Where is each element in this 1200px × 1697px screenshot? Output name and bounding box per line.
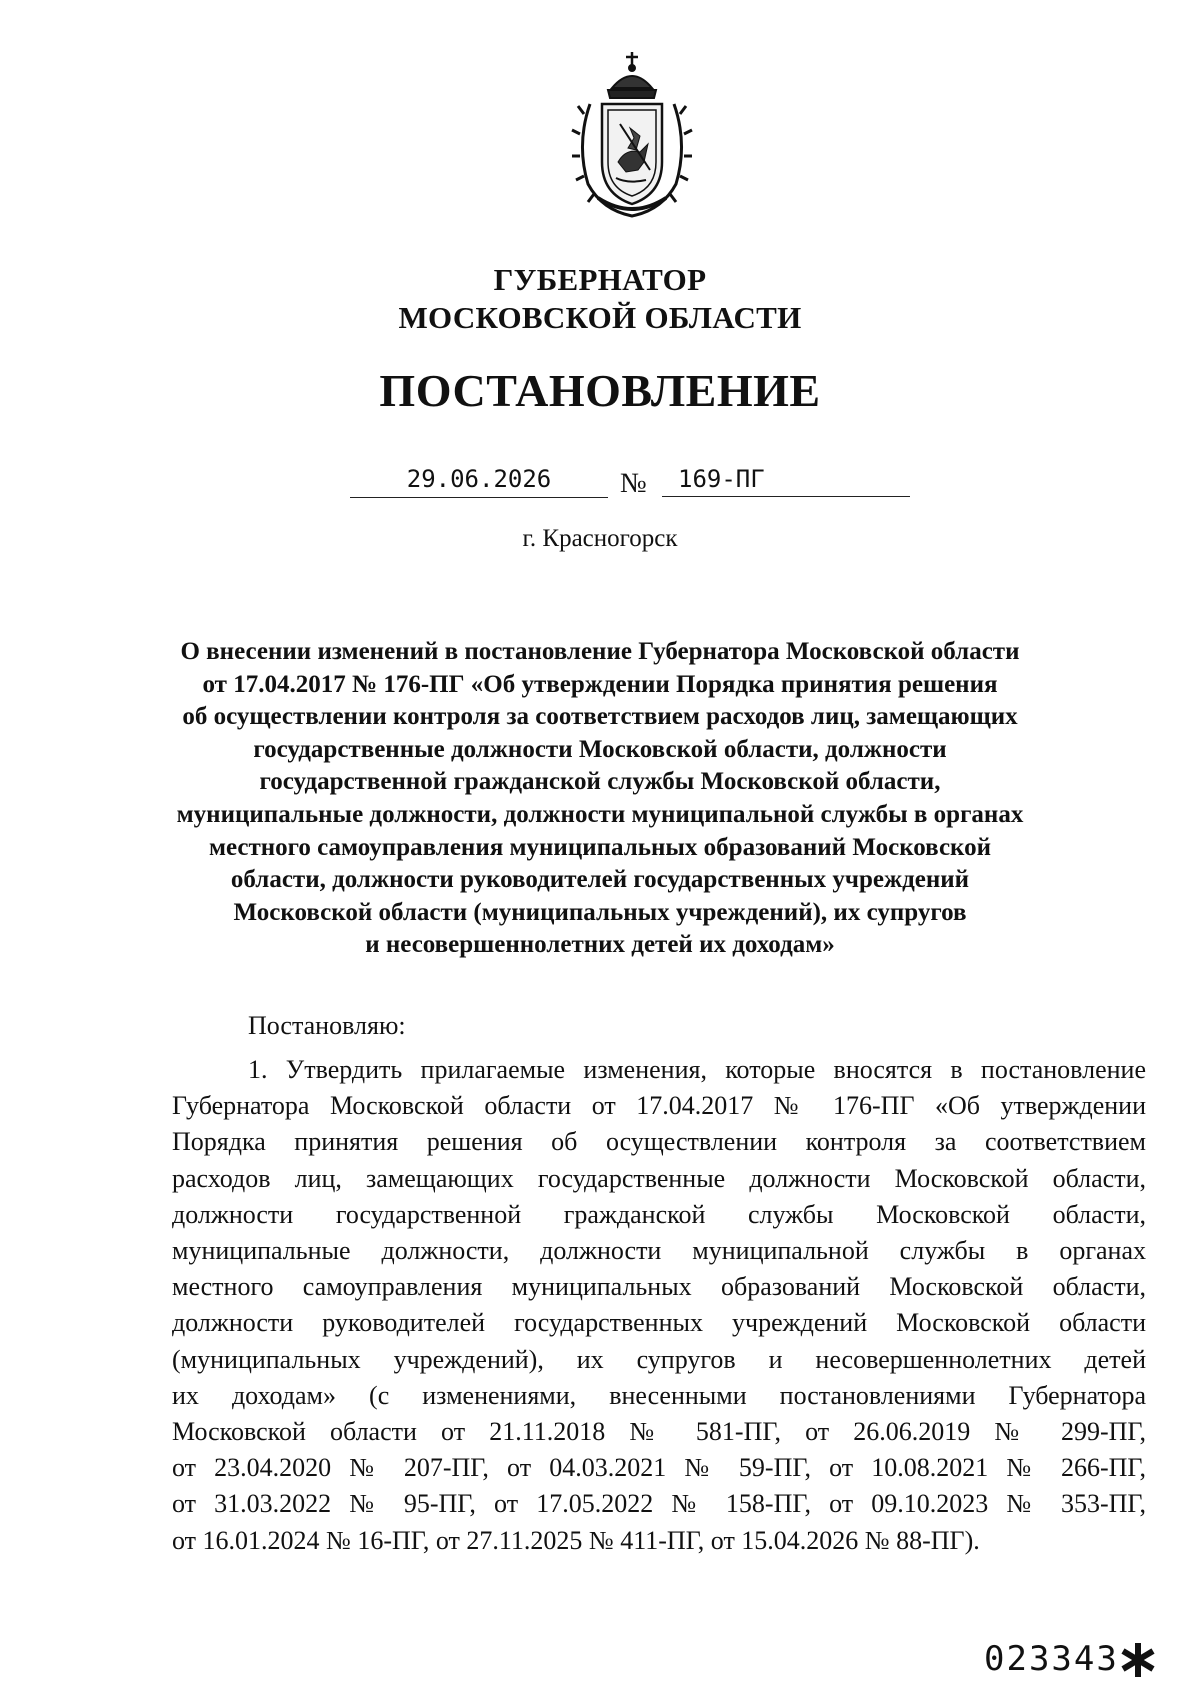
issuer-region: МОСКОВСКОЙ ОБЛАСТИ (398, 300, 802, 335)
paragraph-line: должности руководителей государственных учреждений Московской области (172, 1308, 1146, 1338)
document-date: 29.06.2026 (350, 461, 608, 498)
paragraph-line: Порядка принятия решения об осуществлении контроля за соответствием (172, 1127, 1146, 1157)
title-line: муниципальные должности, должности муниципальной службы в органах (176, 800, 1024, 828)
title-line: Московской области (муниципальных учреждений), их супругов (233, 898, 967, 926)
form-serial-number: 023343 (984, 1639, 1119, 1679)
paragraph-line: расходов лиц, замещающих государственные должности Московской области, (172, 1163, 1146, 1193)
title-line: О внесении изменений в постановление Губернатора Московской области (180, 638, 1020, 665)
resolution-lead: Постановляю: (248, 1011, 406, 1040)
paragraph-line: должности государственной гражданской службы Московской области, (172, 1199, 1146, 1229)
paragraph-line: их доходам» (с изменениями, внесенными постановлениями Губернатора (172, 1380, 1146, 1410)
asterisk-icon (1118, 1640, 1158, 1680)
paragraph-line: местного самоуправления муниципальных образований Московской области, (172, 1272, 1146, 1302)
issuer-title: ГУБЕРНАТОР (493, 262, 707, 297)
moscow-oblast-coat-of-arms-icon (568, 44, 696, 220)
paragraph-line: 1. Утвердить прилагаемые изменения, которые вносятся в постановление (248, 1055, 1146, 1084)
document-number: 169-ПГ (662, 461, 910, 497)
title-line: и несовершеннолетних детей их доходам» (365, 931, 835, 959)
issue-city: г. Красногорск (522, 525, 678, 552)
title-line: об осуществлении контроля за соответствием расходов лиц, замещающих (182, 703, 1018, 731)
title-line: от 17.04.2017 № 176-ПГ «Об утверждении Порядка принятия решения (202, 670, 998, 698)
document-type-heading: ПОСТАНОВЛЕНИЕ (379, 365, 821, 416)
paragraph-line: Московской области от 21.11.2018 № 581-ПГ, от 26.06.2019 № 299-ПГ, (172, 1417, 1146, 1447)
paragraph-line: от 16.01.2024 № 16-ПГ, от 27.11.2025 № 411-ПГ, от 15.04.2026 № 88-ПГ). (172, 1525, 980, 1555)
number-sign: № (620, 468, 647, 499)
paragraph-line: от 31.03.2022 № 95-ПГ, от 17.05.2022 № 158-ПГ, от 09.10.2023 № 353-ПГ, (172, 1489, 1146, 1519)
document-title (0, 636, 1200, 962)
paragraph-line: Губернатора Московской области от 17.04.2017 № 176-ПГ «Об утверждении (172, 1091, 1146, 1121)
paragraph-line: (муниципальных учреждений), их супругов и несовершеннолетних детей (172, 1344, 1146, 1374)
resolution-paragraph-1 (172, 1052, 1146, 1559)
title-line: государственные должности Московской области, должности (253, 735, 947, 763)
title-line: местного самоуправления муниципальных образований Московской (208, 833, 992, 861)
paragraph-line: от 23.04.2020 № 207-ПГ, от 04.03.2021 № 59-ПГ, от 10.08.2021 № 266-ПГ, (172, 1453, 1146, 1483)
title-line: государственной гражданской службы Московской области, (259, 768, 941, 796)
paragraph-line: муниципальные должности, должности муниципальной службы в органах (172, 1236, 1146, 1266)
title-line: области, должности руководителей государственных учреждений (230, 866, 970, 894)
